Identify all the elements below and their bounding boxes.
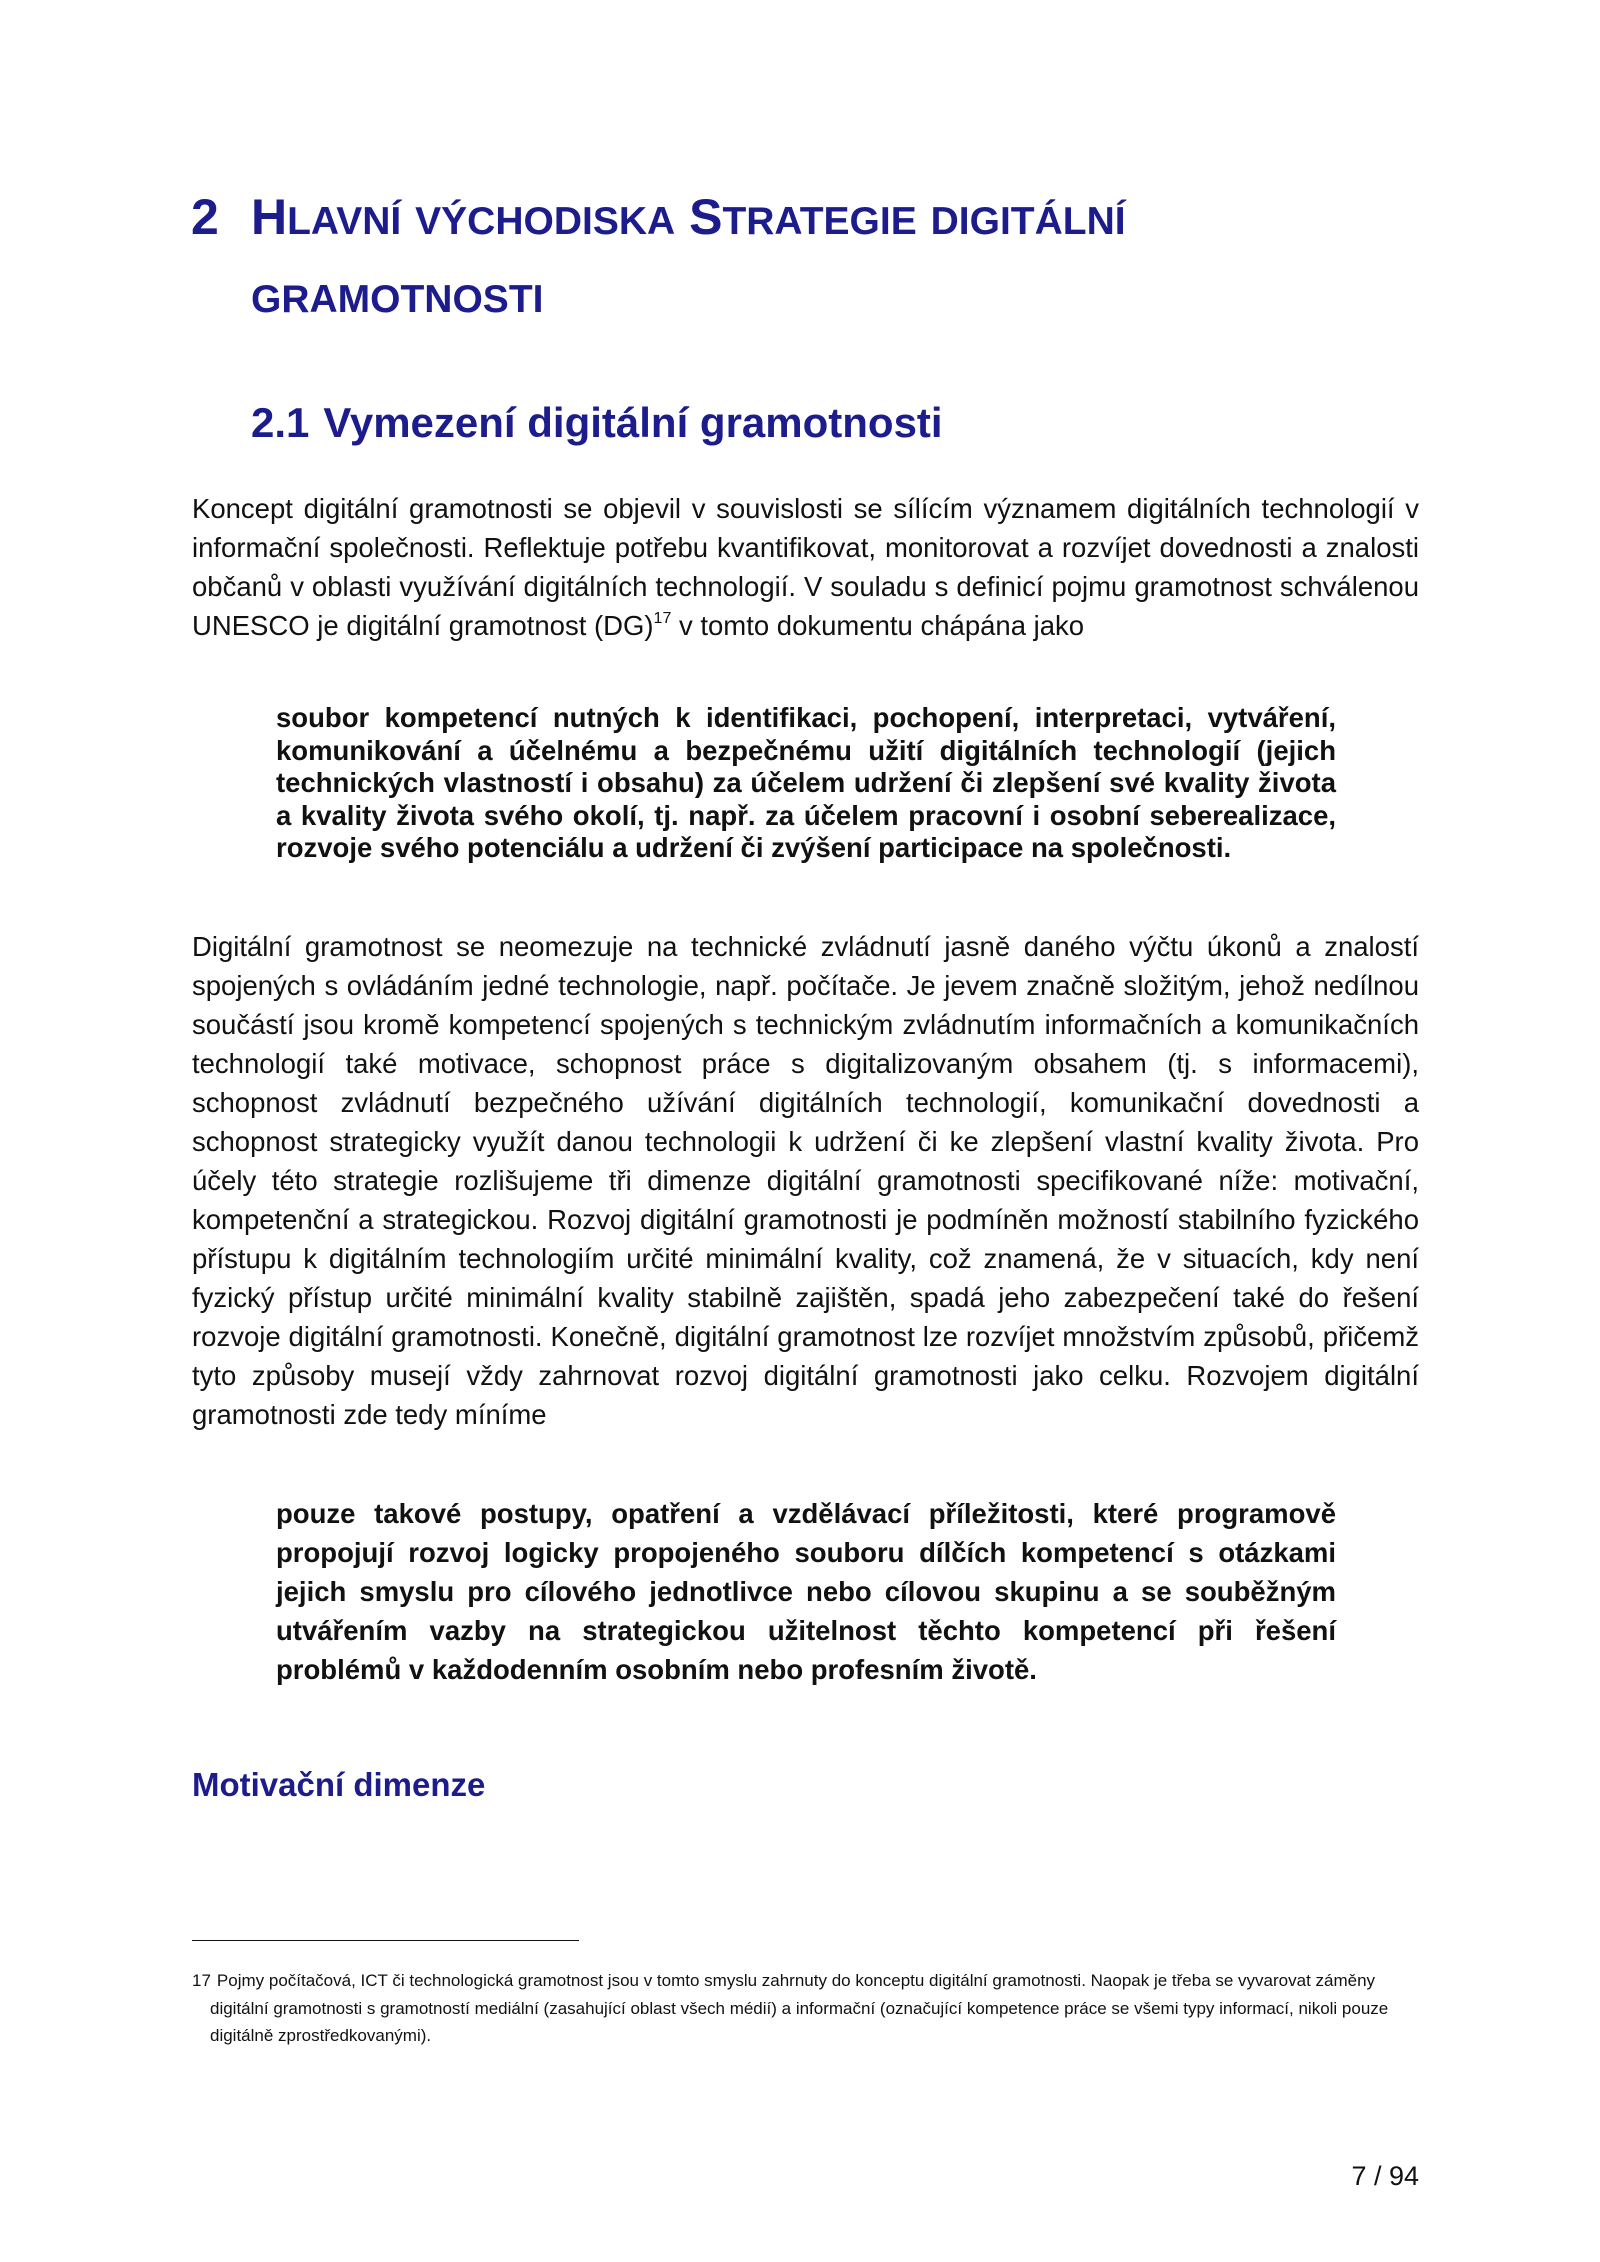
subsection-heading: Motivační dimenze	[192, 1766, 486, 1803]
chapter-title-word-2: VÝCHODISKA	[415, 200, 676, 243]
footnote-text: Pojmy počítačová, ICT či technologická gramotnost jsou v tomto smyslu zahrnuty do konceptu digitální gramotnosti. Naopak je třeba se vyvarovat záměny digitální gramotnosti s gramotností mediální (zasahující oblast všech médií) a informační (označující kompetence práce se všemi typy informací, nikoli pouze digitálně zprostředkovanými).	[210, 1971, 1389, 2045]
definition-quote-2: pouze takové postupy, opatření a vzdělávací příležitosti, které programově propojují rozvoj logicky propojeného souboru dílčích kompetencí s otázkami jejich smyslu pro cílového jednotlivce nebo cílovou skupinu a se souběžným utvářením vazby na strategickou užitelnost těchto kompetencí při řešení problémů v každodenním osobním nebo profesním životě.	[276, 1498, 1336, 1685]
chapter-title-word-4: DIGITÁLNÍ	[930, 200, 1126, 243]
chapter-title-word-1-capital: H	[251, 189, 288, 245]
section-number: 2.1	[251, 399, 310, 446]
paragraph-1-text: Koncept digitální gramotnosti se objevil v souvislosti se sílícím významem digitálních technologií v informační společnosti. Reflektuje potřebu kvantifikovat, monitorovat a rozvíjet dovednosti a znalosti občanů v oblasti využívání digitálních technologií. V souladu s definicí pojmu gramotnost schválenou UNESCO je digitální gramotnost (DG)	[192, 493, 1419, 641]
chapter-number: 2	[191, 189, 219, 245]
footnote	[192, 1967, 1435, 2050]
section-title: Vymezení digitální gramotnosti	[323, 399, 943, 446]
paragraph-1-text-after: v tomto dokumentu chápána jako	[671, 610, 1085, 641]
chapter-title-word-1: LAVNÍ	[287, 200, 402, 243]
chapter-title-word-3-capital: S	[689, 189, 723, 245]
footnote-number: 17	[192, 1971, 211, 1990]
section-heading	[251, 399, 943, 446]
paragraph-1	[192, 489, 1419, 645]
footnote-divider	[192, 1940, 579, 1941]
footnote-reference[interactable]: 17	[653, 610, 672, 627]
paragraph-2: Digitální gramotnost se neomezuje na technické zvládnutí jasně daného výčtu úkonů a znalostí spojených s ovládáním jedné technologie, např. počítače. Je jevem značně složitým, jehož nedílnou součástí jsou kromě kompetencí spojených s technickým zvládnutím informačních a komunikačních technologií také motivace, schopnost práce s digitalizovaným obsahem (tj. s informacemi), schopnost zvládnutí bezpečného užívání digitálních technologií, komunikační dovednosti a schopnost strategicky využít danou technologii k udržení či ke zlepšení vlastní kvality života. Pro účely této strategie rozlišujeme tři dimenze digitální gramotnosti specifikované níže: motivační, kompetenční a strategickou. Rozvoj digitální gramotnosti je podmíněn možností stabilního fyzického přístupu k digitálním technologiím určité minimální kvality, což znamená, že v situacích, kdy není fyzický přístup určité minimální kvality stabilně zajištěn, spadá jeho zabezpečení také do řešení rozvoje digitální gramotnosti. Konečně, digitální gramotnost lze rozvíjet množstvím způsobů, přičemž tyto způsoby musejí vždy zahrnovat rozvoj digitální gramotnosti jako celku. Rozvojem digitální gramotnosti zde tedy míníme	[192, 931, 1419, 1430]
chapter-heading	[191, 189, 1291, 321]
definition-quote-1: soubor kompetencí nutných k identifikaci, pochopení, interpretaci, vytváření, komunikování a účelnému a bezpečnému užití digitálních technologií (jejich technických vlastností i obsahu) za účelem udržení či zlepšení své kvality života a kvality života svého okolí, tj. např. za účelem pracovní i osobní seberealizace, rozvoje svého potenciálu a udržení či zvýšení participace na společnosti.	[276, 702, 1336, 863]
chapter-title-line-2: GRAMOTNOSTI	[251, 278, 544, 321]
page-number: 7 / 94	[1351, 2161, 1419, 2191]
chapter-title-word-3: TRATEGIE	[722, 200, 917, 243]
